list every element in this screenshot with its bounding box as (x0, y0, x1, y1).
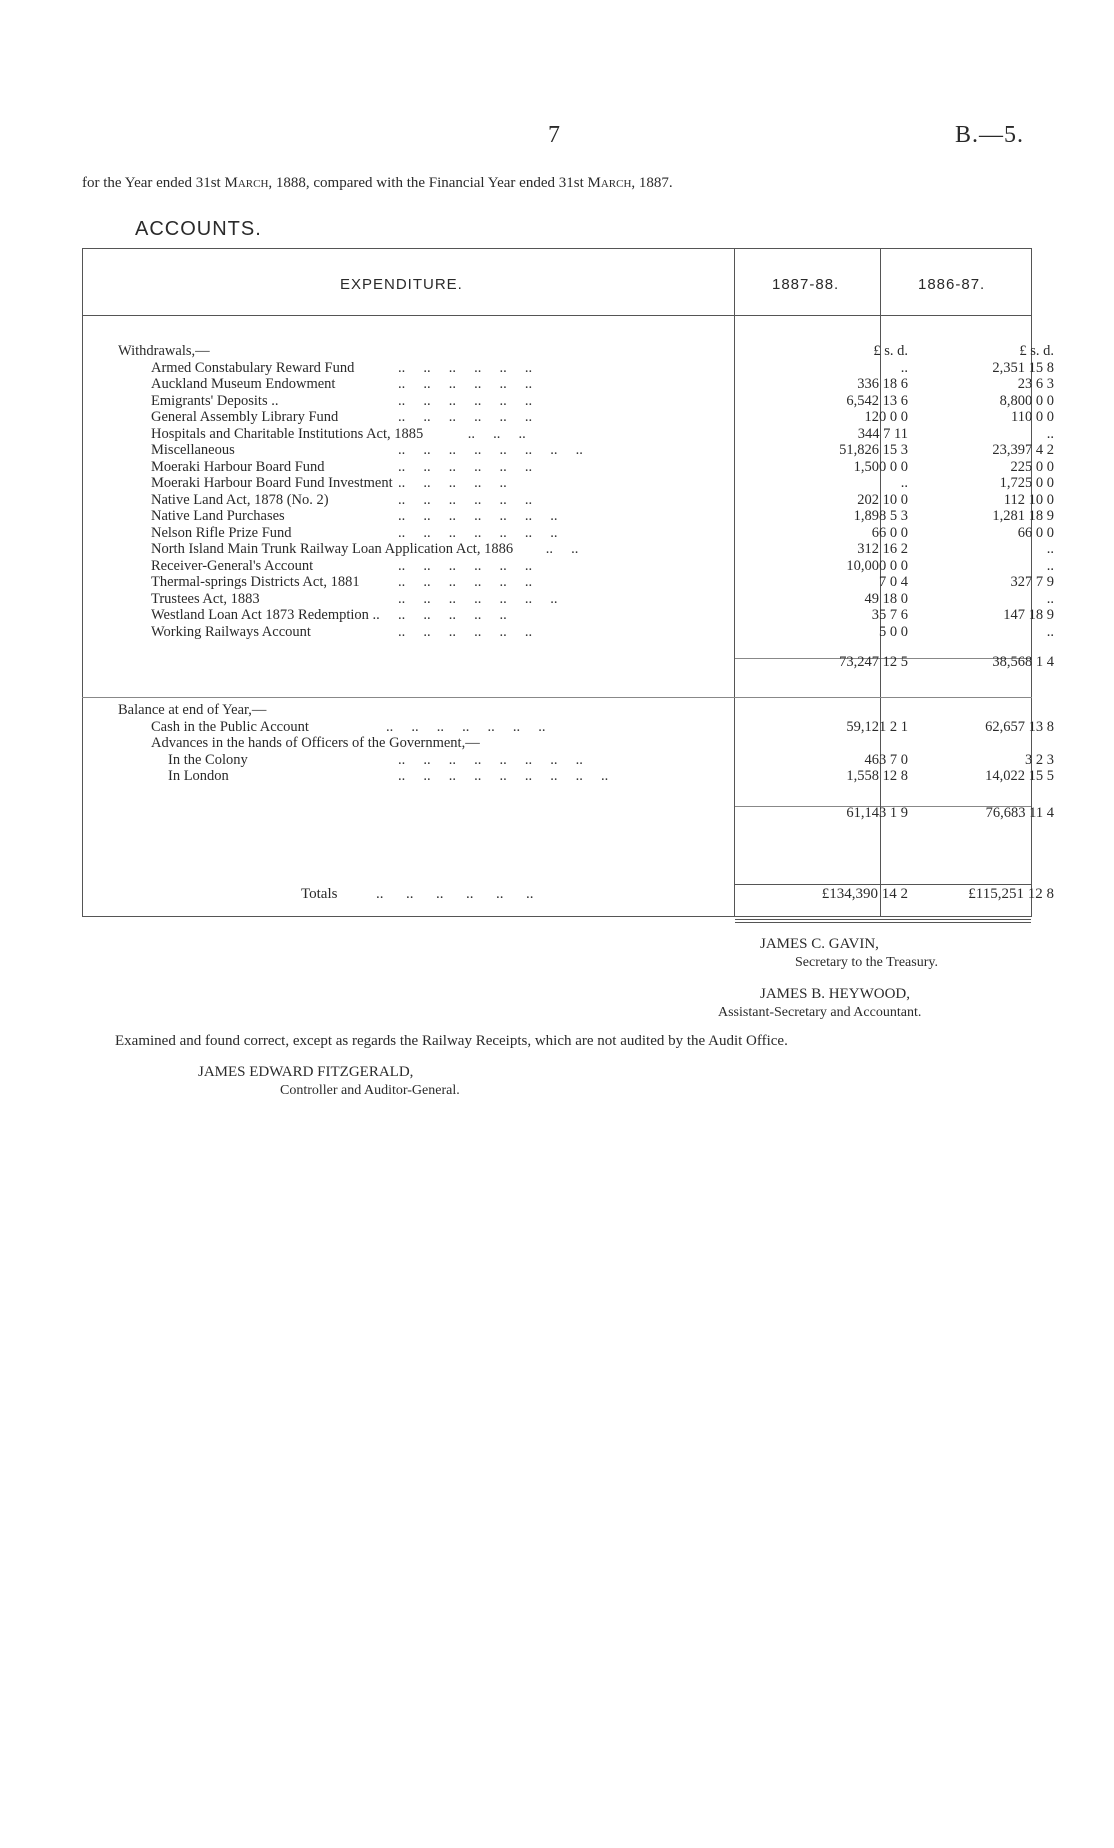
totals-1887: £134,390 14 2 (821, 886, 908, 902)
totals-rule-top (735, 884, 1031, 885)
row-label: Miscellaneous (151, 442, 235, 458)
header-1887-88: 1887-88. (772, 276, 840, 293)
table-row (118, 409, 1054, 426)
table-row (118, 508, 1054, 525)
table-left-rule (82, 248, 83, 916)
row-label: Moeraki Harbour Board Fund Investment (151, 475, 393, 491)
row-value-1887: 7 0 4 (879, 574, 908, 590)
row-value-1886: 2,351 15 8 (992, 359, 1054, 376)
row-value-1887: .. (900, 359, 908, 376)
withdrawal-rows (118, 359, 1054, 641)
subtitle-part-a: for the Year ended 31st (82, 175, 225, 191)
row-value-1887: 51,826 15 3 (839, 442, 908, 458)
table-row (118, 541, 1054, 558)
row-label: In London (168, 768, 229, 784)
balance-heading: Balance at end of Year,— (118, 702, 267, 718)
row-leader-dots: .. .. .. .. .. .. (398, 376, 533, 392)
row-value-1887: 463 7 0 (864, 751, 908, 768)
row-leader-dots: .. .. .. .. .. .. (398, 491, 533, 508)
page-subtitle (82, 175, 673, 192)
row-leader-dots: .. .. .. .. .. .. (398, 557, 533, 574)
balance-section (118, 702, 1054, 821)
row-label: Hospitals and Charitable Institutions Act, 1885 (151, 425, 424, 442)
row-value-1886: 1,281 18 9 (992, 508, 1054, 524)
row-leader-dots: .. .. .. .. .. .. (398, 458, 533, 475)
row-value-1886: 327 7 9 (1010, 574, 1054, 590)
accountant-signatory: JAMES B. HEYWOOD, (760, 986, 910, 1002)
row-label: General Assembly Library Fund (151, 409, 339, 425)
auditor-signatory: JAMES EDWARD FITZGERALD, (198, 1064, 414, 1080)
row-leader-dots: .. .. .. .. .. .. (398, 359, 533, 376)
table-row (118, 392, 1054, 410)
cash-1887: 59,121 2 1 (846, 718, 908, 735)
balance-subtotal-1887: 61,143 1 9 (846, 804, 908, 821)
table-row (118, 557, 1054, 575)
currency-header-1887: £ s. d. (873, 343, 908, 359)
row-value-1887: 312 16 2 (857, 541, 908, 557)
row-value-1886: .. (1046, 557, 1054, 574)
auditor-title: Controller and Auditor-General. (280, 1083, 460, 1098)
row-label: Native Land Purchases (151, 508, 285, 524)
row-value-1886: 14,022 15 5 (985, 768, 1054, 784)
row-label: North Island Main Trunk Railway Loan Application Act, 1886 (151, 541, 514, 557)
withdrawals-subtotal-row (118, 654, 1054, 671)
row-leader-dots: .. .. .. (467, 425, 526, 442)
audit-note: Examined and found correct, except as regards the Railway Receipts, which are not audited by the Audit Office. (115, 1033, 788, 1049)
row-leader-dots: .. .. .. .. .. (398, 607, 507, 623)
row-value-1886: 66 0 0 (1017, 524, 1054, 541)
row-leader-dots: .. .. .. .. .. .. .. .. .. (398, 768, 609, 784)
table-row (118, 607, 1054, 624)
table-row (118, 768, 1054, 785)
row-label: Nelson Rifle Prize Fund (151, 524, 292, 541)
table-row (118, 751, 1054, 769)
row-value-1886: 3 2 3 (1025, 751, 1054, 768)
subtitle-month-1: March (224, 175, 269, 191)
row-value-1887: 66 0 0 (871, 524, 908, 541)
page-number: 7 (548, 122, 560, 148)
subtitle-part-c: , 1887. (631, 175, 673, 191)
row-value-1886: .. (1046, 623, 1054, 640)
table-row (118, 524, 1054, 542)
row-leader-dots: .. .. .. .. .. .. (398, 392, 533, 409)
section-break-rule (82, 697, 1032, 698)
row-leader-dots: .. .. .. .. .. .. .. (398, 524, 558, 541)
table-row (118, 623, 1054, 641)
totals-1886: £115,251 12 8 (968, 886, 1054, 902)
table-row (118, 359, 1054, 377)
row-value-1887: 1,898 5 3 (853, 508, 908, 524)
row-leader-dots: .. .. .. .. .. .. (398, 574, 533, 590)
row-value-1887: 5 0 0 (879, 623, 908, 640)
treasury-title: Secretary to the Treasury. (795, 955, 938, 970)
row-value-1886: .. (1046, 590, 1054, 607)
row-label: Auckland Museum Endowment (151, 376, 336, 392)
row-value-1887: 10,000 0 0 (846, 557, 908, 574)
withdrawals-heading-row (118, 343, 1054, 360)
table-row (118, 376, 1054, 393)
table-row (118, 491, 1054, 509)
row-value-1886: 147 18 9 (1003, 607, 1054, 623)
row-leader-dots: .. .. .. .. .. .. .. .. (398, 751, 583, 768)
document-reference: B.—5. (955, 122, 1025, 148)
subtitle-month-2: March (587, 175, 632, 191)
advance-rows (118, 751, 1054, 785)
row-leader-dots: .. .. .. .. .. .. .. .. (398, 442, 583, 458)
totals-section (118, 886, 1054, 903)
row-label: Native Land Act, 1878 (No. 2) (151, 491, 329, 508)
row-value-1887: 120 0 0 (864, 409, 908, 425)
row-value-1887: 1,500 0 0 (853, 458, 908, 475)
row-value-1886: 112 10 0 (1003, 491, 1054, 508)
table-top-rule (82, 248, 1032, 249)
section-title: ACCOUNTS. (135, 218, 262, 240)
row-leader-dots: .. .. (545, 541, 579, 557)
header-rule (82, 315, 1032, 316)
row-value-1886: 23,397 4 2 (992, 442, 1054, 458)
row-label: Emigrants' Deposits .. (151, 392, 279, 409)
treasury-signatory: JAMES C. GAVIN, (760, 936, 879, 952)
row-label: Trustees Act, 1883 (151, 590, 260, 607)
balance-subtotal-1886: 76,683 11 4 (985, 804, 1054, 821)
table-row (118, 590, 1054, 608)
header-1886-87: 1886-87. (918, 276, 986, 293)
row-label: Westland Loan Act 1873 Redemption .. (151, 607, 380, 623)
table-row (118, 442, 1054, 459)
row-label: Moeraki Harbour Board Fund (151, 458, 325, 475)
advances-heading-row (118, 735, 1038, 752)
row-value-1886: 110 0 0 (1011, 409, 1054, 425)
totals-label: Totals (301, 886, 338, 902)
row-value-1886: .. (1046, 425, 1054, 442)
withdrawals-section (118, 343, 1054, 671)
withdrawals-subtotal-1887: 73,247 12 5 (839, 654, 908, 670)
row-value-1887: 202 10 0 (857, 491, 908, 508)
cash-row (118, 718, 1054, 736)
row-label: Receiver-General's Account (151, 557, 314, 574)
row-leader-dots: .. .. .. .. .. .. .. (398, 590, 558, 607)
row-value-1887: .. (900, 475, 908, 491)
totals-rule-bottom-1 (735, 919, 1031, 920)
advances-label: Advances in the hands of Officers of the Government,— (151, 735, 480, 751)
subtitle-part-b: , 1888, compared with the Financial Year ended 31st (268, 175, 588, 191)
row-value-1887: 6,542 13 6 (846, 392, 908, 409)
totals-rule-bottom-2 (735, 922, 1031, 923)
withdrawals-subtotal-1886: 38,568 1 4 (992, 654, 1054, 670)
totals-dots: .. .. .. .. .. .. (376, 886, 534, 902)
row-value-1886: 23 6 3 (1017, 376, 1054, 392)
row-value-1886: 8,800 0 0 (999, 392, 1054, 409)
row-value-1887: 344 7 11 (857, 425, 908, 442)
row-value-1886: .. (1046, 541, 1054, 557)
currency-header-1886: £ s. d. (1019, 343, 1054, 359)
table-row (118, 475, 1054, 492)
cash-1886: 62,657 13 8 (985, 718, 1054, 735)
totals-row (118, 886, 1054, 903)
row-value-1886: 225 0 0 (1010, 458, 1054, 475)
row-label: In the Colony (168, 751, 248, 768)
row-leader-dots: .. .. .. .. .. .. (398, 623, 533, 640)
balance-heading-row (118, 702, 1038, 719)
balance-subtotal-row (118, 804, 1054, 822)
row-value-1886: 1,725 0 0 (999, 475, 1054, 491)
table-row (118, 425, 1054, 443)
row-leader-dots: .. .. .. .. .. .. .. (398, 508, 558, 524)
row-label: Thermal-springs Districts Act, 1881 (151, 574, 360, 590)
row-value-1887: 336 18 6 (857, 376, 908, 392)
cash-dots: .. .. .. .. .. .. .. (386, 718, 546, 735)
row-value-1887: 49 18 0 (864, 590, 908, 607)
table-row (118, 458, 1054, 476)
cash-label: Cash in the Public Account (151, 718, 309, 735)
row-value-1887: 35 7 6 (871, 607, 908, 623)
row-label: Armed Constabulary Reward Fund (151, 359, 355, 376)
row-leader-dots: .. .. .. .. .. (398, 475, 507, 491)
accountant-title: Assistant-Secretary and Accountant. (718, 1005, 922, 1020)
row-value-1887: 1,558 12 8 (846, 768, 908, 784)
row-leader-dots: .. .. .. .. .. .. (398, 409, 533, 425)
table-bottom-rule (82, 916, 1032, 917)
table-row (118, 574, 1054, 591)
header-expenditure: EXPENDITURE. (340, 276, 463, 293)
withdrawals-heading: Withdrawals,— (118, 343, 210, 359)
row-label: Working Railways Account (151, 623, 311, 640)
